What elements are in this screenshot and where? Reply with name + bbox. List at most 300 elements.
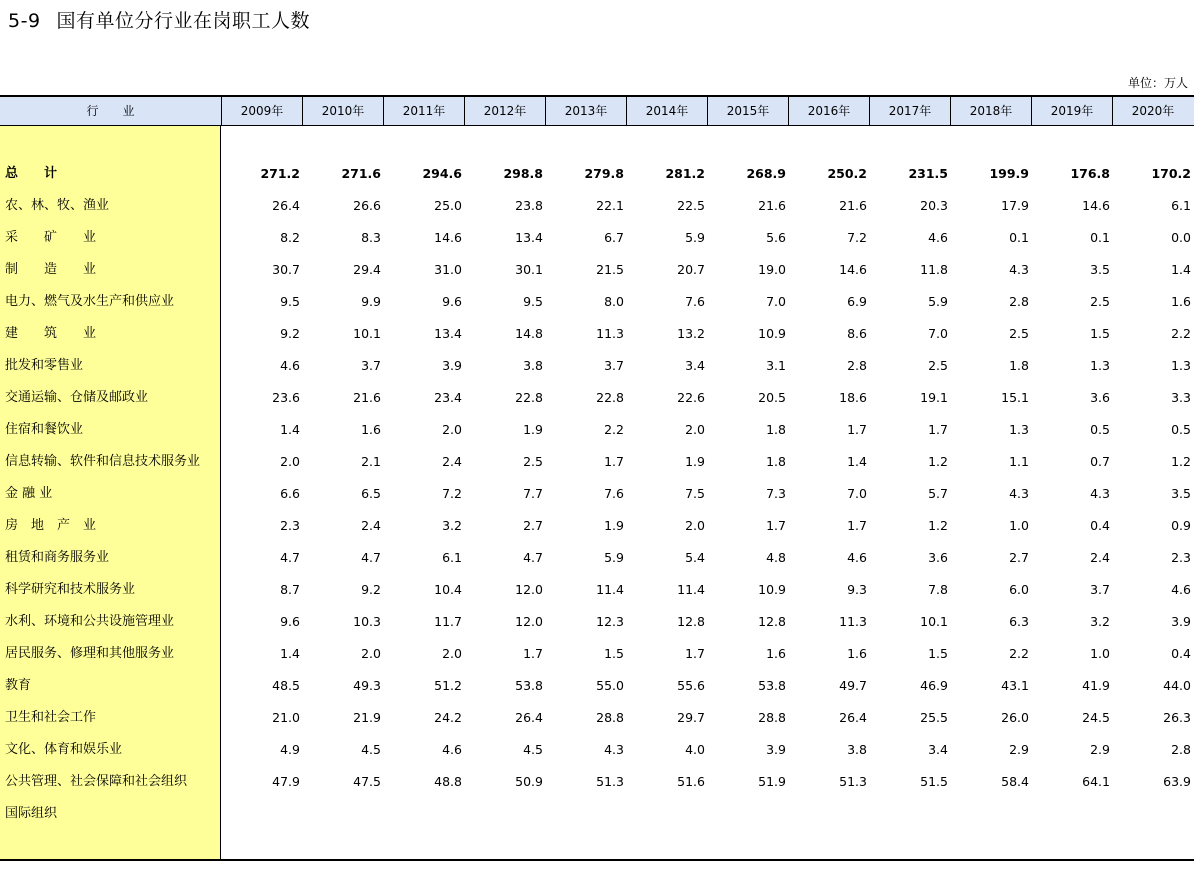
value-cell: 14.6 xyxy=(434,230,462,245)
value-cell: 50.9 xyxy=(515,774,543,789)
value-cell: 10.4 xyxy=(434,582,462,597)
value-cell: 51.3 xyxy=(596,774,624,789)
value-cell: 41.9 xyxy=(1082,678,1110,693)
table-title: 国有单位分行业在岗职工人数 xyxy=(56,10,311,32)
value-cell: 30.1 xyxy=(515,262,543,277)
table-row xyxy=(0,766,1194,798)
value-cell: 7.0 xyxy=(847,486,867,501)
value-cell: 4.6 xyxy=(847,550,867,565)
value-cell: 9.5 xyxy=(280,294,300,309)
value-cell: 7.6 xyxy=(685,294,705,309)
value-cell: 1.6 xyxy=(766,646,786,661)
value-cell: 250.2 xyxy=(827,166,867,181)
value-cell: 1.9 xyxy=(604,518,624,533)
value-cell: 6.0 xyxy=(1009,582,1029,597)
value-cell: 23.8 xyxy=(515,198,543,213)
value-cell: 4.6 xyxy=(280,358,300,373)
value-cell: 6.5 xyxy=(361,486,381,501)
header-year: 2014年 xyxy=(626,97,707,125)
header-year: 2017年 xyxy=(869,97,950,125)
value-cell: 53.8 xyxy=(515,678,543,693)
value-cell: 281.2 xyxy=(665,166,705,181)
value-cell: 2.4 xyxy=(1090,550,1110,565)
value-cell: 1.1 xyxy=(1009,454,1029,469)
value-cell: 0.5 xyxy=(1090,422,1110,437)
value-cell: 4.6 xyxy=(928,230,948,245)
value-cell: 48.5 xyxy=(272,678,300,693)
value-cell: 3.5 xyxy=(1090,262,1110,277)
value-cell: 1.7 xyxy=(847,422,867,437)
industry-label: 金 融 业 xyxy=(5,486,53,501)
value-cell: 1.6 xyxy=(361,422,381,437)
value-cell: 3.6 xyxy=(928,550,948,565)
value-cell: 2.8 xyxy=(1009,294,1029,309)
industry-label: 公共管理、社会保障和社会组织 xyxy=(5,774,188,789)
industry-label: 卫生和社会工作 xyxy=(5,710,97,725)
value-cell: 31.0 xyxy=(434,262,462,277)
value-cell xyxy=(705,798,786,830)
value-cell: 10.1 xyxy=(920,614,948,629)
value-cell: 13.4 xyxy=(434,326,462,341)
value-cell: 1.0 xyxy=(1090,646,1110,661)
value-cell: 9.3 xyxy=(847,582,867,597)
value-cell: 20.5 xyxy=(758,390,786,405)
value-cell: 10.9 xyxy=(758,326,786,341)
table-row xyxy=(0,382,1194,414)
value-cell: 4.3 xyxy=(604,742,624,757)
value-cell: 8.3 xyxy=(361,230,381,245)
value-cell: 44.0 xyxy=(1163,678,1191,693)
value-cell: 1.6 xyxy=(847,646,867,661)
value-cell: 4.0 xyxy=(685,742,705,757)
value-cell: 2.9 xyxy=(1009,742,1029,757)
value-cell xyxy=(381,798,462,830)
value-cell: 4.5 xyxy=(361,742,381,757)
table-row xyxy=(0,734,1194,766)
value-cell: 7.0 xyxy=(766,294,786,309)
value-cell: 51.3 xyxy=(839,774,867,789)
value-cell: 21.6 xyxy=(353,390,381,405)
value-cell: 53.8 xyxy=(758,678,786,693)
industry-label: 国际组织 xyxy=(5,806,58,821)
industry-label: 交通运输、仓储及邮政业 xyxy=(5,390,149,405)
value-cell: 28.8 xyxy=(596,710,624,725)
table-row xyxy=(0,222,1194,254)
value-cell: 6.3 xyxy=(1009,614,1029,629)
value-cell: 29.4 xyxy=(353,262,381,277)
table-row xyxy=(0,670,1194,702)
value-cell xyxy=(948,798,1029,830)
value-cell: 1.7 xyxy=(604,454,624,469)
value-cell: 22.1 xyxy=(596,198,624,213)
header-year: 2018年 xyxy=(950,97,1031,125)
value-cell: 26.3 xyxy=(1163,710,1191,725)
value-cell: 58.4 xyxy=(1001,774,1029,789)
value-cell: 9.5 xyxy=(523,294,543,309)
value-cell: 4.3 xyxy=(1009,486,1029,501)
value-cell: 12.8 xyxy=(758,614,786,629)
value-cell: 12.8 xyxy=(677,614,705,629)
value-cell: 43.1 xyxy=(1001,678,1029,693)
value-cell: 3.2 xyxy=(1090,614,1110,629)
table-number: 5-9 xyxy=(8,10,41,32)
unit-label: 单位：万人 xyxy=(1127,76,1188,90)
value-cell: 0.7 xyxy=(1090,454,1110,469)
value-cell: 3.1 xyxy=(766,358,786,373)
value-cell: 3.7 xyxy=(1090,582,1110,597)
industry-label: 科学研究和技术服务业 xyxy=(5,582,136,597)
value-cell: 21.5 xyxy=(596,262,624,277)
value-cell: 6.9 xyxy=(847,294,867,309)
header-year: 2019年 xyxy=(1031,97,1112,125)
value-cell: 64.1 xyxy=(1082,774,1110,789)
value-cell: 298.8 xyxy=(503,166,543,181)
value-cell: 63.9 xyxy=(1163,774,1191,789)
value-cell: 2.9 xyxy=(1090,742,1110,757)
value-cell: 3.3 xyxy=(1171,390,1191,405)
value-cell: 1.7 xyxy=(685,646,705,661)
value-cell: 8.2 xyxy=(280,230,300,245)
value-cell: 199.9 xyxy=(989,166,1029,181)
value-cell: 0.4 xyxy=(1171,646,1191,661)
value-cell: 6.7 xyxy=(604,230,624,245)
header-industry: 行 业 xyxy=(86,104,135,118)
value-cell xyxy=(543,798,624,830)
value-cell: 2.0 xyxy=(442,646,462,661)
value-cell: 9.2 xyxy=(280,326,300,341)
value-cell: 2.8 xyxy=(847,358,867,373)
industry-label: 建 筑 业 xyxy=(5,326,97,341)
value-cell: 13.2 xyxy=(677,326,705,341)
value-cell: 11.8 xyxy=(920,262,948,277)
value-cell: 13.4 xyxy=(515,230,543,245)
value-cell: 23.4 xyxy=(434,390,462,405)
value-cell: 1.2 xyxy=(928,454,948,469)
value-cell: 22.8 xyxy=(596,390,624,405)
value-cell: 7.3 xyxy=(766,486,786,501)
value-cell: 22.8 xyxy=(515,390,543,405)
value-cell: 47.5 xyxy=(353,774,381,789)
value-cell: 3.9 xyxy=(766,742,786,757)
value-cell: 2.4 xyxy=(361,518,381,533)
value-cell: 1.5 xyxy=(1090,326,1110,341)
page-title xyxy=(8,6,310,33)
table-row xyxy=(0,414,1194,446)
value-cell: 46.9 xyxy=(920,678,948,693)
header-year: 2020年 xyxy=(1112,97,1193,125)
value-cell: 24.5 xyxy=(1082,710,1110,725)
industry-label: 批发和零售业 xyxy=(5,358,84,373)
value-cell xyxy=(219,798,300,830)
header-year: 2011年 xyxy=(383,97,464,125)
value-cell: 8.0 xyxy=(604,294,624,309)
value-cell: 2.3 xyxy=(280,518,300,533)
value-cell: 21.0 xyxy=(272,710,300,725)
value-cell: 1.0 xyxy=(1009,518,1029,533)
value-cell: 3.7 xyxy=(604,358,624,373)
value-cell: 7.2 xyxy=(442,486,462,501)
value-cell: 48.8 xyxy=(434,774,462,789)
value-cell: 3.6 xyxy=(1090,390,1110,405)
value-cell: 9.6 xyxy=(280,614,300,629)
value-cell: 26.0 xyxy=(1001,710,1029,725)
table-row xyxy=(0,318,1194,350)
value-cell: 26.4 xyxy=(839,710,867,725)
value-cell: 2.0 xyxy=(685,518,705,533)
value-cell: 17.9 xyxy=(1001,198,1029,213)
value-cell: 20.7 xyxy=(677,262,705,277)
value-cell: 55.6 xyxy=(677,678,705,693)
value-cell: 1.7 xyxy=(766,518,786,533)
value-cell: 4.7 xyxy=(523,550,543,565)
industry-label: 采 矿 业 xyxy=(5,230,97,245)
value-cell: 15.1 xyxy=(1001,390,1029,405)
table-row xyxy=(0,702,1194,734)
value-cell: 1.4 xyxy=(847,454,867,469)
value-cell: 1.7 xyxy=(928,422,948,437)
value-cell: 11.4 xyxy=(596,582,624,597)
value-cell: 1.6 xyxy=(1171,294,1191,309)
industry-label: 电力、燃气及水生产和供应业 xyxy=(5,294,175,309)
value-cell: 4.3 xyxy=(1090,486,1110,501)
value-cell: 10.3 xyxy=(353,614,381,629)
value-cell: 2.5 xyxy=(928,358,948,373)
value-cell: 1.9 xyxy=(685,454,705,469)
value-cell: 23.6 xyxy=(272,390,300,405)
value-cell: 268.9 xyxy=(746,166,786,181)
value-cell: 11.3 xyxy=(839,614,867,629)
value-cell: 6.1 xyxy=(1171,198,1191,213)
value-cell: 2.5 xyxy=(1090,294,1110,309)
value-cell: 3.2 xyxy=(442,518,462,533)
header-year: 2009年 xyxy=(221,97,302,125)
value-cell: 51.2 xyxy=(434,678,462,693)
value-cell: 2.4 xyxy=(442,454,462,469)
table-row xyxy=(0,350,1194,382)
table-row xyxy=(0,542,1194,574)
value-cell: 11.4 xyxy=(677,582,705,597)
table-header xyxy=(0,95,1194,126)
value-cell: 3.5 xyxy=(1171,486,1191,501)
value-cell: 9.2 xyxy=(361,582,381,597)
value-cell: 5.4 xyxy=(685,550,705,565)
value-cell: 14.6 xyxy=(1082,198,1110,213)
header-year: 2016年 xyxy=(788,97,869,125)
value-cell: 2.2 xyxy=(1009,646,1029,661)
value-cell: 18.6 xyxy=(839,390,867,405)
industry-label: 房 地 产 业 xyxy=(5,518,97,533)
value-cell: 1.4 xyxy=(280,422,300,437)
value-cell: 6.6 xyxy=(280,486,300,501)
value-cell: 2.0 xyxy=(280,454,300,469)
value-cell: 5.7 xyxy=(928,486,948,501)
value-cell: 0.4 xyxy=(1090,518,1110,533)
value-cell: 2.1 xyxy=(361,454,381,469)
value-cell: 3.9 xyxy=(442,358,462,373)
value-cell: 2.0 xyxy=(685,422,705,437)
value-cell: 28.8 xyxy=(758,710,786,725)
value-cell: 3.4 xyxy=(928,742,948,757)
value-cell: 7.6 xyxy=(604,486,624,501)
value-cell: 51.6 xyxy=(677,774,705,789)
value-cell: 4.6 xyxy=(442,742,462,757)
industry-label: 教育 xyxy=(5,678,32,693)
value-cell: 20.3 xyxy=(920,198,948,213)
value-cell: 25.5 xyxy=(920,710,948,725)
value-cell: 55.0 xyxy=(596,678,624,693)
value-cell: 24.2 xyxy=(434,710,462,725)
value-cell xyxy=(1110,798,1191,830)
value-cell: 26.4 xyxy=(515,710,543,725)
value-cell xyxy=(462,798,543,830)
value-cell: 49.7 xyxy=(839,678,867,693)
value-cell xyxy=(300,798,381,830)
value-cell: 1.7 xyxy=(847,518,867,533)
value-cell: 7.2 xyxy=(847,230,867,245)
value-cell: 4.7 xyxy=(280,550,300,565)
value-cell: 11.3 xyxy=(596,326,624,341)
value-cell: 22.6 xyxy=(677,390,705,405)
header-year: 2012年 xyxy=(464,97,545,125)
table-row xyxy=(0,286,1194,318)
value-cell: 26.6 xyxy=(353,198,381,213)
value-cell: 11.7 xyxy=(434,614,462,629)
industry-label: 居民服务、修理和其他服务业 xyxy=(5,646,175,661)
table-row xyxy=(0,478,1194,510)
value-cell: 294.6 xyxy=(422,166,462,181)
value-cell: 3.9 xyxy=(1171,614,1191,629)
value-cell xyxy=(624,798,705,830)
value-cell: 0.5 xyxy=(1171,422,1191,437)
value-cell: 1.8 xyxy=(1009,358,1029,373)
value-cell xyxy=(786,798,867,830)
industry-label: 租赁和商务服务业 xyxy=(5,550,110,565)
value-cell: 231.5 xyxy=(908,166,948,181)
value-cell: 29.7 xyxy=(677,710,705,725)
table-row xyxy=(0,254,1194,286)
value-cell: 1.3 xyxy=(1009,422,1029,437)
header-year: 2015年 xyxy=(707,97,788,125)
table-row xyxy=(0,574,1194,606)
value-cell: 21.6 xyxy=(758,198,786,213)
value-cell: 2.3 xyxy=(1171,550,1191,565)
value-cell: 49.3 xyxy=(353,678,381,693)
value-cell: 12.0 xyxy=(515,582,543,597)
total-row xyxy=(0,158,1194,190)
table-row xyxy=(0,606,1194,638)
industry-label: 住宿和餐饮业 xyxy=(5,422,84,437)
value-cell: 9.9 xyxy=(361,294,381,309)
value-cell: 4.5 xyxy=(523,742,543,757)
table-row xyxy=(0,446,1194,478)
value-cell: 2.0 xyxy=(361,646,381,661)
value-cell: 21.6 xyxy=(839,198,867,213)
value-cell: 19.1 xyxy=(920,390,948,405)
value-cell: 1.8 xyxy=(766,454,786,469)
industry-label: 文化、体育和娱乐业 xyxy=(5,742,123,757)
header-year: 2010年 xyxy=(302,97,383,125)
value-cell: 7.7 xyxy=(523,486,543,501)
value-cell: 271.6 xyxy=(341,166,381,181)
value-cell: 0.1 xyxy=(1009,230,1029,245)
value-cell: 4.7 xyxy=(361,550,381,565)
value-cell: 3.8 xyxy=(523,358,543,373)
value-cell: 2.8 xyxy=(1171,742,1191,757)
value-cell: 5.9 xyxy=(604,550,624,565)
header-year: 2013年 xyxy=(545,97,626,125)
value-cell: 26.4 xyxy=(272,198,300,213)
value-cell: 10.9 xyxy=(758,582,786,597)
value-cell: 279.8 xyxy=(584,166,624,181)
value-cell: 2.0 xyxy=(442,422,462,437)
value-cell: 21.9 xyxy=(353,710,381,725)
value-cell: 8.6 xyxy=(847,326,867,341)
value-cell: 14.6 xyxy=(839,262,867,277)
value-cell: 2.7 xyxy=(523,518,543,533)
value-cell: 4.9 xyxy=(280,742,300,757)
value-cell xyxy=(1029,798,1110,830)
value-cell xyxy=(867,798,948,830)
value-cell: 12.3 xyxy=(596,614,624,629)
value-cell: 1.2 xyxy=(1171,454,1191,469)
value-cell: 7.8 xyxy=(928,582,948,597)
industry-label: 农、林、牧、渔业 xyxy=(5,198,110,213)
value-cell: 14.8 xyxy=(515,326,543,341)
industry-label: 水利、环境和公共设施管理业 xyxy=(5,614,175,629)
value-cell: 3.7 xyxy=(361,358,381,373)
value-cell: 51.9 xyxy=(758,774,786,789)
value-cell: 7.5 xyxy=(685,486,705,501)
value-cell: 6.1 xyxy=(442,550,462,565)
value-cell: 1.5 xyxy=(604,646,624,661)
value-cell: 10.1 xyxy=(353,326,381,341)
value-cell: 1.3 xyxy=(1090,358,1110,373)
value-cell: 0.0 xyxy=(1171,230,1191,245)
value-cell: 0.9 xyxy=(1171,518,1191,533)
value-cell: 0.1 xyxy=(1090,230,1110,245)
value-cell: 9.6 xyxy=(442,294,462,309)
value-cell: 5.9 xyxy=(928,294,948,309)
value-cell: 2.5 xyxy=(1009,326,1029,341)
table-bottom-border xyxy=(0,859,1194,861)
industry-label: 信息转输、软件和信息技术服务业 xyxy=(5,454,201,469)
value-cell: 2.2 xyxy=(1171,326,1191,341)
value-cell: 2.2 xyxy=(604,422,624,437)
value-cell: 47.9 xyxy=(272,774,300,789)
table-row xyxy=(0,510,1194,542)
value-cell: 176.8 xyxy=(1070,166,1110,181)
value-cell: 19.0 xyxy=(758,262,786,277)
value-cell: 4.6 xyxy=(1171,582,1191,597)
value-cell: 170.2 xyxy=(1151,166,1191,181)
value-cell: 1.9 xyxy=(523,422,543,437)
value-cell: 1.5 xyxy=(928,646,948,661)
value-cell: 2.7 xyxy=(1009,550,1029,565)
industry-label: 总 计 xyxy=(5,166,58,181)
value-cell: 1.2 xyxy=(928,518,948,533)
value-cell: 5.9 xyxy=(685,230,705,245)
value-cell: 1.4 xyxy=(1171,262,1191,277)
value-cell: 8.7 xyxy=(280,582,300,597)
value-cell: 1.7 xyxy=(523,646,543,661)
value-cell: 51.5 xyxy=(920,774,948,789)
table-row xyxy=(0,798,1194,830)
value-cell: 25.0 xyxy=(434,198,462,213)
value-cell: 7.0 xyxy=(928,326,948,341)
value-cell: 1.8 xyxy=(766,422,786,437)
value-cell: 5.6 xyxy=(766,230,786,245)
value-cell: 12.0 xyxy=(515,614,543,629)
